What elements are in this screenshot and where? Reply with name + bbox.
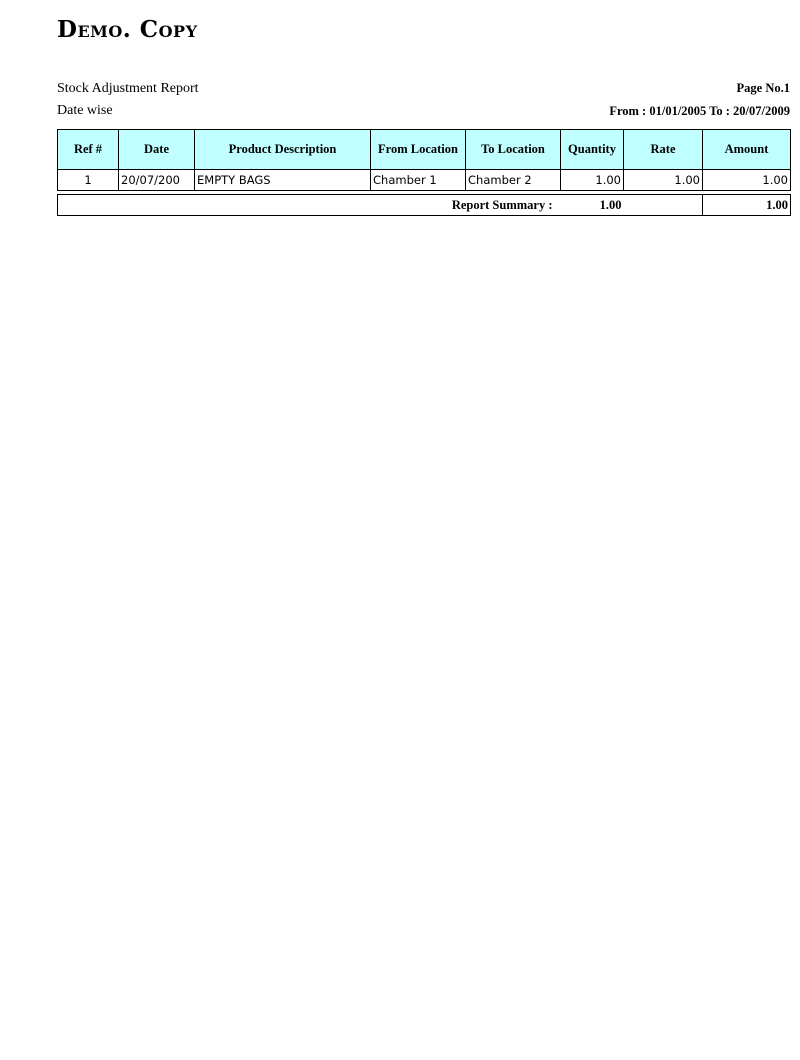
cell-amount: 1.00 [703, 170, 791, 191]
demo-copy-watermark: Demo. Copy [57, 16, 198, 43]
table-header-row [58, 130, 791, 170]
cell-from-location: Chamber 1 [371, 170, 466, 191]
cell-date: 20/07/200 [119, 170, 195, 191]
col-header-ref: Ref # [58, 130, 119, 170]
col-header-to-location: To Location [466, 130, 561, 170]
cell-quantity: 1.00 [561, 170, 624, 191]
summary-amount: 1.00 [703, 195, 791, 216]
cell-to-location: Chamber 2 [466, 170, 561, 191]
col-header-rate: Rate [624, 130, 703, 170]
report-summary-row [57, 194, 791, 216]
cell-rate: 1.00 [624, 170, 703, 191]
summary-label: Report Summary : [58, 195, 555, 216]
summary-rate-blank [624, 195, 703, 216]
report-title: Stock Adjustment Report [57, 81, 199, 96]
col-header-amount: Amount [703, 130, 791, 170]
stock-adjustment-table [57, 129, 791, 191]
report-subtitle: Date wise [57, 103, 113, 118]
table-row [58, 170, 791, 191]
page-number: Page No.1 [736, 81, 790, 95]
summary-quantity: 1.00 [555, 195, 624, 216]
cell-product: EMPTY BAGS [195, 170, 371, 191]
col-header-date: Date [119, 130, 195, 170]
col-header-from-location: From Location [371, 130, 466, 170]
col-header-quantity: Quantity [561, 130, 624, 170]
col-header-product-description: Product Description [195, 130, 371, 170]
cell-ref: 1 [58, 170, 119, 191]
date-range: From : 01/01/2005 To : 20/07/2009 [609, 104, 790, 118]
